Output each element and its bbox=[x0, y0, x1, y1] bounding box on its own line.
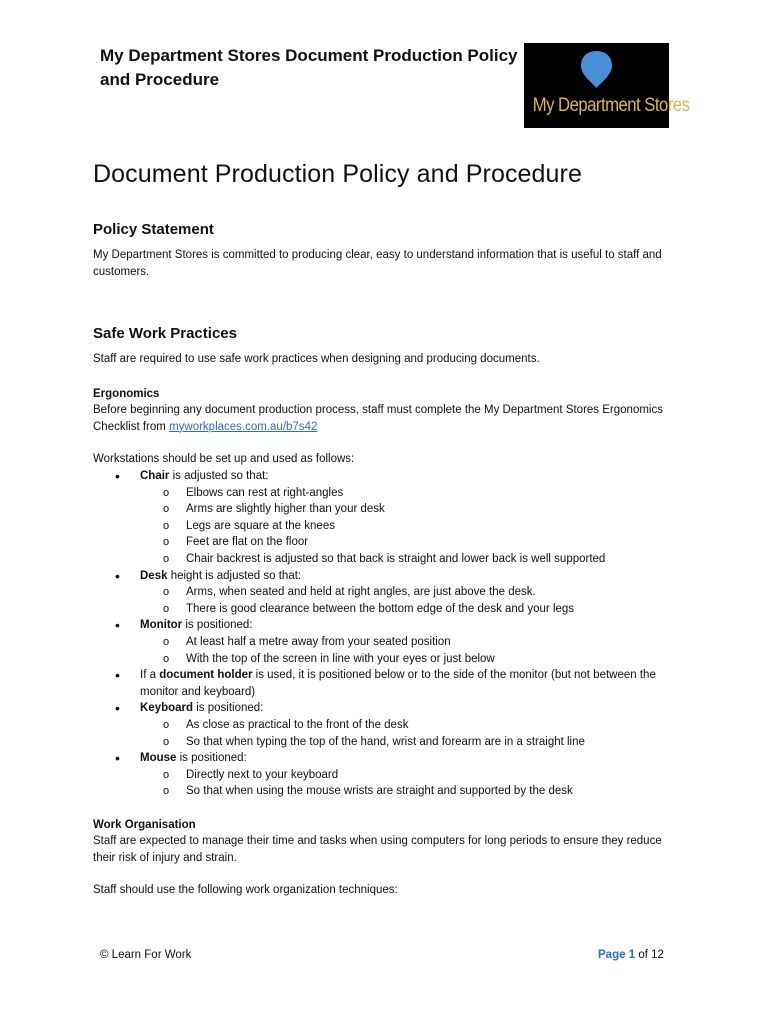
work-organisation-heading: Work Organisation bbox=[93, 819, 196, 831]
sub-list-item: o Feet are flat on the floor bbox=[140, 534, 693, 551]
list-item bbox=[93, 617, 693, 667]
company-logo bbox=[524, 43, 690, 128]
policy-statement-heading: Policy Statement bbox=[93, 221, 214, 238]
item-term: Mouse bbox=[140, 752, 177, 765]
workstations-intro: Workstations should be set up and used as follows: bbox=[93, 453, 355, 465]
policy-statement-text: My Department Stores is committed to producing clear, easy to understand information that is useful to staff and customers. bbox=[93, 249, 662, 278]
list-item bbox=[93, 568, 693, 618]
ergonomics-body: Before beginning any document production process, staff must complete the My Department Stores Ergonomics Checklist from bbox=[93, 404, 663, 433]
safe-work-text: Staff are required to use safe work practices when designing and producing documents. bbox=[93, 353, 540, 365]
ergonomics-text bbox=[93, 402, 683, 435]
sub-list-item: o There is good clearance between the bottom edge of the desk and your legs bbox=[140, 601, 693, 618]
page-total: of 12 bbox=[638, 949, 664, 961]
list-item bbox=[93, 750, 693, 800]
item-prefix: If a bbox=[140, 669, 160, 682]
item-term: document holder bbox=[159, 669, 253, 682]
sub-list-item: o At least half a metre away from your seated position bbox=[140, 634, 693, 651]
item-text: is used, it is positioned below or to the side of the monitor (but not between the monitor and keyboard) bbox=[140, 669, 656, 698]
item-text: is positioned: bbox=[176, 752, 247, 765]
sub-list bbox=[140, 584, 693, 617]
sub-list-item: o So that when using the mouse wrists are straight and supported by the desk bbox=[140, 783, 693, 800]
item-term: Chair bbox=[140, 470, 170, 482]
header-title: My Department Stores Document Production Policy and Procedure bbox=[100, 46, 518, 89]
item-text: is adjusted so that: bbox=[169, 470, 269, 482]
sub-list-item: o Legs are square at the knees bbox=[140, 518, 693, 535]
sub-list-item: o So that when typing the top of the hand, wrist and forearm are in a straight line bbox=[140, 734, 693, 751]
document-title: Document Production Policy and Procedure bbox=[93, 160, 582, 188]
list-item bbox=[93, 700, 693, 750]
safe-work-heading: Safe Work Practices bbox=[93, 325, 237, 342]
footer-copyright: © Learn For Work bbox=[100, 949, 192, 961]
item-text: height is adjusted so that: bbox=[167, 569, 302, 582]
sub-list bbox=[140, 767, 693, 800]
sub-list bbox=[140, 634, 693, 667]
item-term: Keyboard bbox=[140, 702, 194, 715]
item-term: Monitor bbox=[140, 619, 183, 632]
sub-list-item: o Directly next to your keyboard bbox=[140, 767, 693, 784]
list-item bbox=[93, 468, 693, 568]
sub-list-item: o Arms are slightly higher than your desk bbox=[140, 501, 693, 518]
work-organisation-text: Staff are expected to manage their time and tasks when using computers for long periods to ensure they reduce their risk of injury and strain. bbox=[93, 835, 662, 864]
list-item bbox=[93, 667, 693, 700]
page-current: 1 bbox=[628, 949, 636, 961]
sub-list-item: o Arms, when seated and held at right angles, are just above the desk. bbox=[140, 584, 693, 601]
item-text: is positioned: bbox=[182, 619, 253, 632]
work-organisation-techniques: Staff should use the following work organization techniques: bbox=[93, 884, 398, 896]
item-term: Desk bbox=[140, 569, 168, 582]
ergonomics-checklist-link[interactable]: myworkplaces.com.au/b7s42 bbox=[169, 420, 318, 433]
footer-page-number bbox=[598, 949, 664, 961]
sub-list-item: o As close as practical to the front of the desk bbox=[140, 717, 693, 734]
sub-list bbox=[140, 485, 693, 568]
ergonomics-heading: Ergonomics bbox=[93, 388, 160, 400]
sub-list-item: o Elbows can rest at right-angles bbox=[140, 485, 693, 502]
sub-list-item: o Chair backrest is adjusted so that back is straight and lower back is well supported bbox=[140, 551, 693, 568]
page-label: Page bbox=[598, 949, 626, 961]
logo-text: My Department Stores bbox=[532, 95, 690, 116]
sub-list bbox=[140, 717, 693, 750]
sub-list-item: o With the top of the screen in line with your eyes or just below bbox=[140, 651, 693, 668]
workstation-list bbox=[93, 468, 693, 800]
item-text: is positioned: bbox=[193, 702, 264, 715]
